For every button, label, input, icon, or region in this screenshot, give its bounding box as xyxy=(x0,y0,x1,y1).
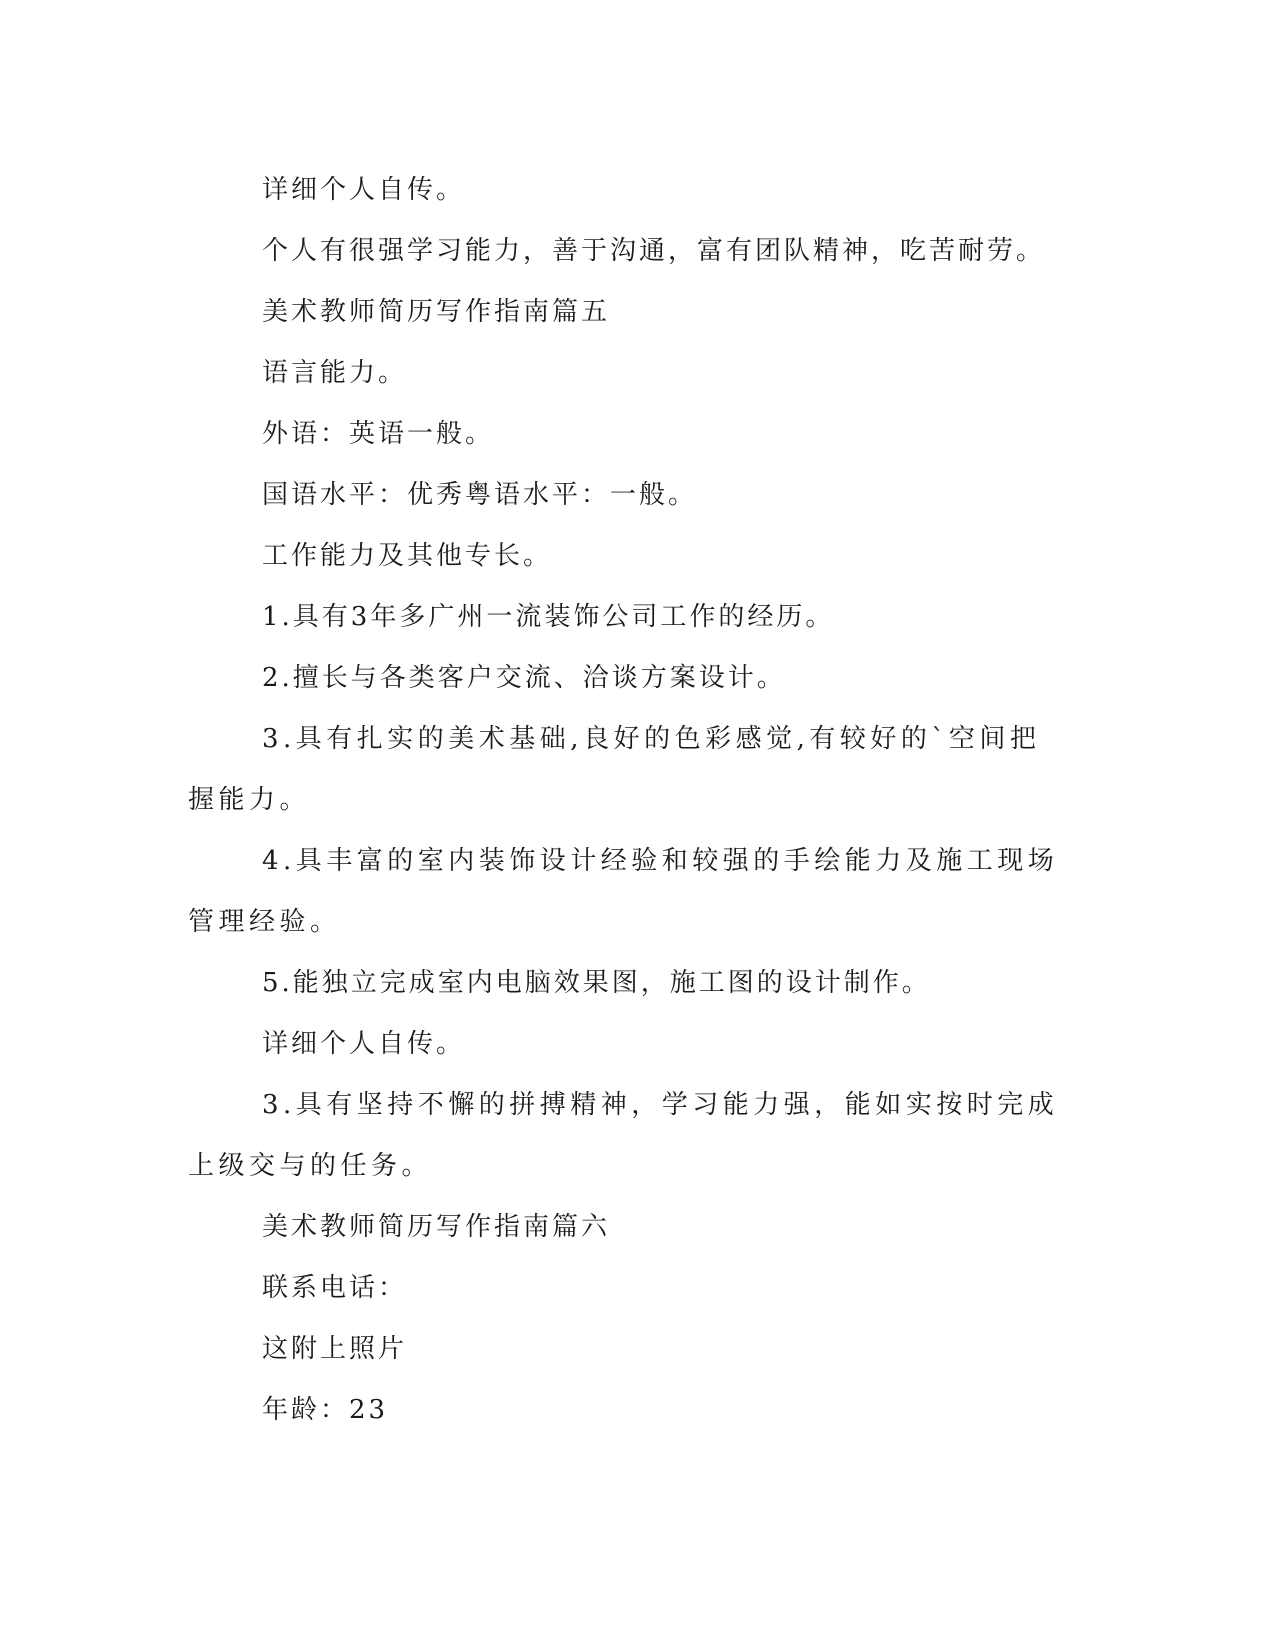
list-item-4: 4.具丰富的室内装饰设计经验和较强的手绘能力及施工现场管理经验。 xyxy=(188,846,1059,937)
paragraph-autobiography-heading-2: 详细个人自传。 xyxy=(262,1029,466,1059)
section-heading-part-six: 美术教师简历写作指南篇六 xyxy=(262,1212,611,1242)
paragraph-contact-phone: 联系电话： xyxy=(262,1273,408,1303)
list-item-5: 5.能独立完成室内电脑效果图，施工图的设计制作。 xyxy=(262,968,931,998)
list-item-2: 2.擅长与各类客户交流、洽谈方案设计。 xyxy=(262,663,786,693)
list-item-1: 1.具有3年多广州一流装饰公司工作的经历。 xyxy=(262,602,835,632)
paragraph-photo-attached: 这附上照片 xyxy=(262,1334,408,1364)
list-item-3: 3.具有扎实的美术基础,良好的色彩感觉,有较好的`空间把握能力。 xyxy=(188,724,1041,815)
paragraph-perseverance: 3.具有坚持不懈的拼搏精神，学习能力强，能如实按时完成上级交与的任务。 xyxy=(188,1090,1059,1181)
paragraph-mandarin-cantonese: 国语水平：优秀粤语水平：一般。 xyxy=(262,480,698,510)
section-heading-part-five: 美术教师简历写作指南篇五 xyxy=(262,297,611,327)
document-body xyxy=(188,160,1068,1441)
paragraph-language-ability: 语言能力。 xyxy=(262,358,408,388)
paragraph-foreign-language: 外语：英语一般。 xyxy=(262,419,495,449)
paragraph-work-abilities-heading: 工作能力及其他专长。 xyxy=(262,541,553,571)
paragraph-age: 年龄：23 xyxy=(262,1395,389,1425)
paragraph-autobiography-heading: 详细个人自传。 xyxy=(262,175,466,205)
paragraph-personal-strengths: 个人有很强学习能力，善于沟通，富有团队精神，吃苦耐劳。 xyxy=(262,236,1046,266)
